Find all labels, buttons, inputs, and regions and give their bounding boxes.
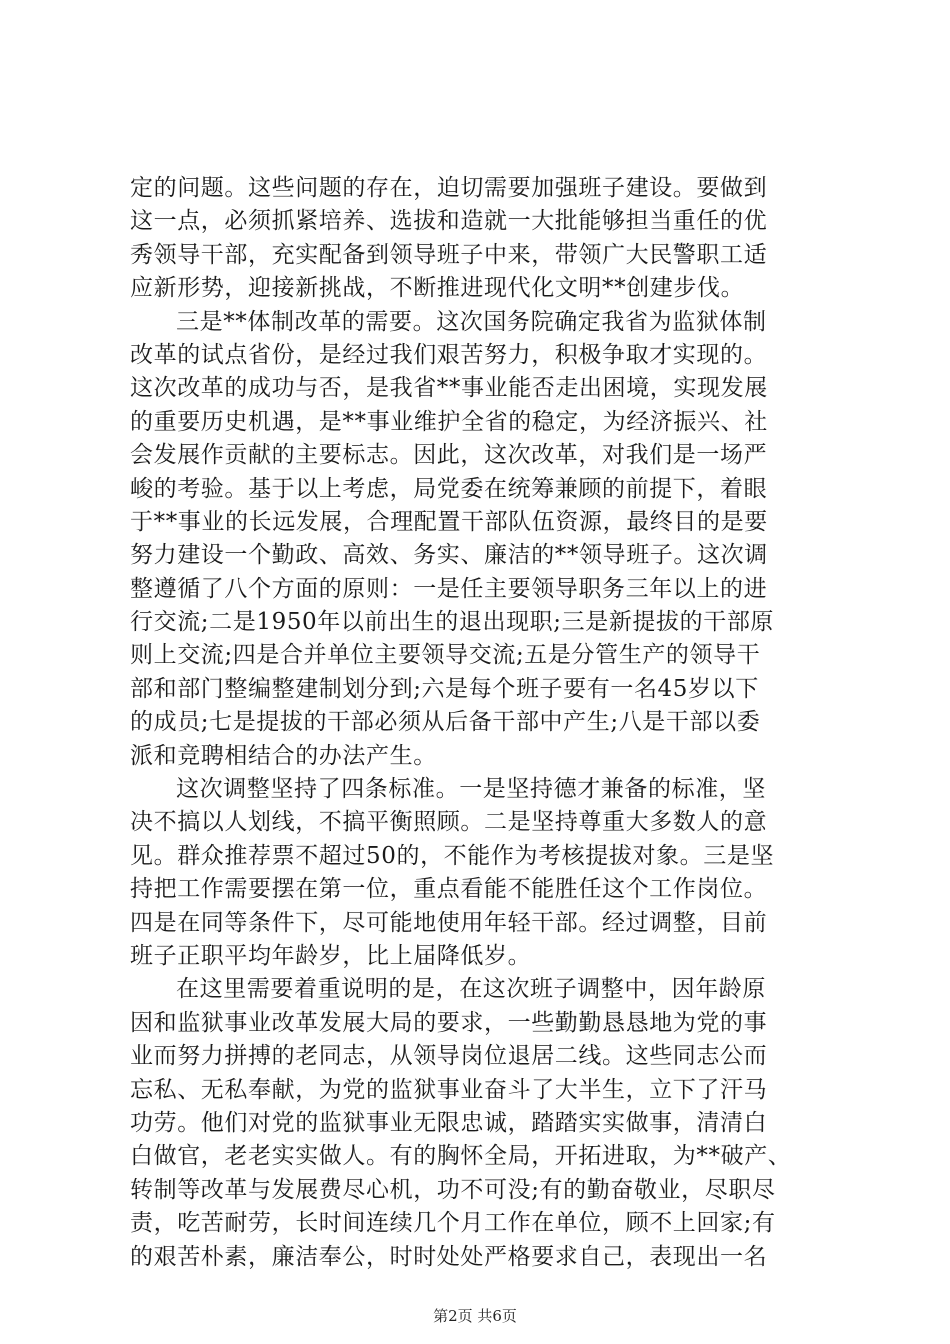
paragraph-first-line: 这次调整坚持了四条标准。一是坚持德才兼备的标准，坚 <box>176 776 766 803</box>
text-line: 持把工作需要摆在第一位，重点看能不能胜任这个工作岗位。 <box>130 876 768 903</box>
text-line: 转制等改革与发展费尽心机，功不可没;有的勤奋敬业，尽职尽 <box>130 1176 776 1203</box>
text-line: 的重要历史机遇，是**事业维护全省的稳定，为经济振兴、社 <box>130 408 768 435</box>
text-line: 改革的试点省份，是经过我们艰苦努力，积极争取才实现的。 <box>130 341 768 368</box>
text-line: 的艰苦朴素，廉洁奉公，时时处处严格要求自己，表现出一名 <box>130 1243 768 1270</box>
text-line: 行交流;二是1950年以前出生的退出现职;三是新提拔的干部原 <box>130 609 775 636</box>
text-line: 整遵循了八个方面的原则：一是任主要领导职务三年以上的进 <box>130 575 768 602</box>
text-line: 部和部门整编整建制划分到;六是每个班子要有一名45岁以下 <box>130 675 759 702</box>
paragraph-first-line: 在这里需要着重说明的是，在这次班子调整中，因年龄原 <box>176 976 766 1003</box>
text-line: 会发展作贡献的主要标志。因此，这次改革，对我们是一场严 <box>130 442 768 469</box>
text-line: 秀领导干部，充实配备到领导班子中来，带领广大民警职工适 <box>130 241 768 268</box>
text-line: 责，吃苦耐劳，长时间连续几个月工作在单位，顾不上回家;有 <box>130 1210 776 1237</box>
text-line: 班子正职平均年龄岁，比上届降低岁。 <box>130 942 532 969</box>
text-line: 因和监狱事业改革发展大局的要求，一些勤勤恳恳地为党的事 <box>130 1009 768 1036</box>
text-line: 峻的考验。基于以上考虑，局党委在统筹兼顾的前提下，着眼 <box>130 475 768 502</box>
text-line: 于**事业的长远发展，合理配置干部队伍资源，最终目的是要 <box>130 508 768 535</box>
text-line: 四是在同等条件下，尽可能地使用年轻干部。经过调整，目前 <box>130 909 768 936</box>
text-line: 定的问题。这些问题的存在，迫切需要加强班子建设。要做到 <box>130 175 768 201</box>
text-line: 努力建设一个勤政、高效、务实、廉洁的**领导班子。这次调 <box>130 542 768 569</box>
text-line: 忘私、无私奉献，为党的监狱事业奋斗了大半生，立下了汗马 <box>130 1076 768 1103</box>
text-line: 这一点，必须抓紧培养、选拔和造就一大批能够担当重任的优 <box>130 208 768 235</box>
text-line: 业而努力拼搏的老同志，从领导岗位退居二线。这些同志公而 <box>130 1043 768 1070</box>
text-line: 派和竞聘相结合的办法产生。 <box>130 742 437 769</box>
text-line: 功劳。他们对党的监狱事业无限忠诚，踏踏实实做事，清清白 <box>130 1109 768 1136</box>
text-line: 白做官，老老实实做人。有的胸怀全局，开拓进取，为**破产、 <box>130 1143 792 1170</box>
text-line: 应新形势，迎接新挑战，不断推进现代化文明**创建步伐。 <box>130 275 745 302</box>
text-line: 的成员;七是提拔的干部必须从后备干部中产生;八是干部以委 <box>130 709 761 736</box>
page-number-footer: 第2页 共6页 <box>433 1307 517 1325</box>
text-line: 则上交流;四是合并单位主要领导交流;五是分管生产的领导干 <box>130 642 761 669</box>
text-line: 这次改革的成功与否，是我省**事业能否走出困境，实现发展 <box>130 375 768 402</box>
text-line: 决不搞以人划线，不搞平衡照顾。二是坚持尊重大多数人的意 <box>130 809 768 836</box>
text-line: 见。群众推荐票不超过50的，不能作为考核提拔对象。三是坚 <box>130 842 775 869</box>
paragraph-first-line: 三是**体制改革的需要。这次国务院确定我省为监狱体制 <box>176 308 767 335</box>
document-body <box>130 172 830 1274</box>
